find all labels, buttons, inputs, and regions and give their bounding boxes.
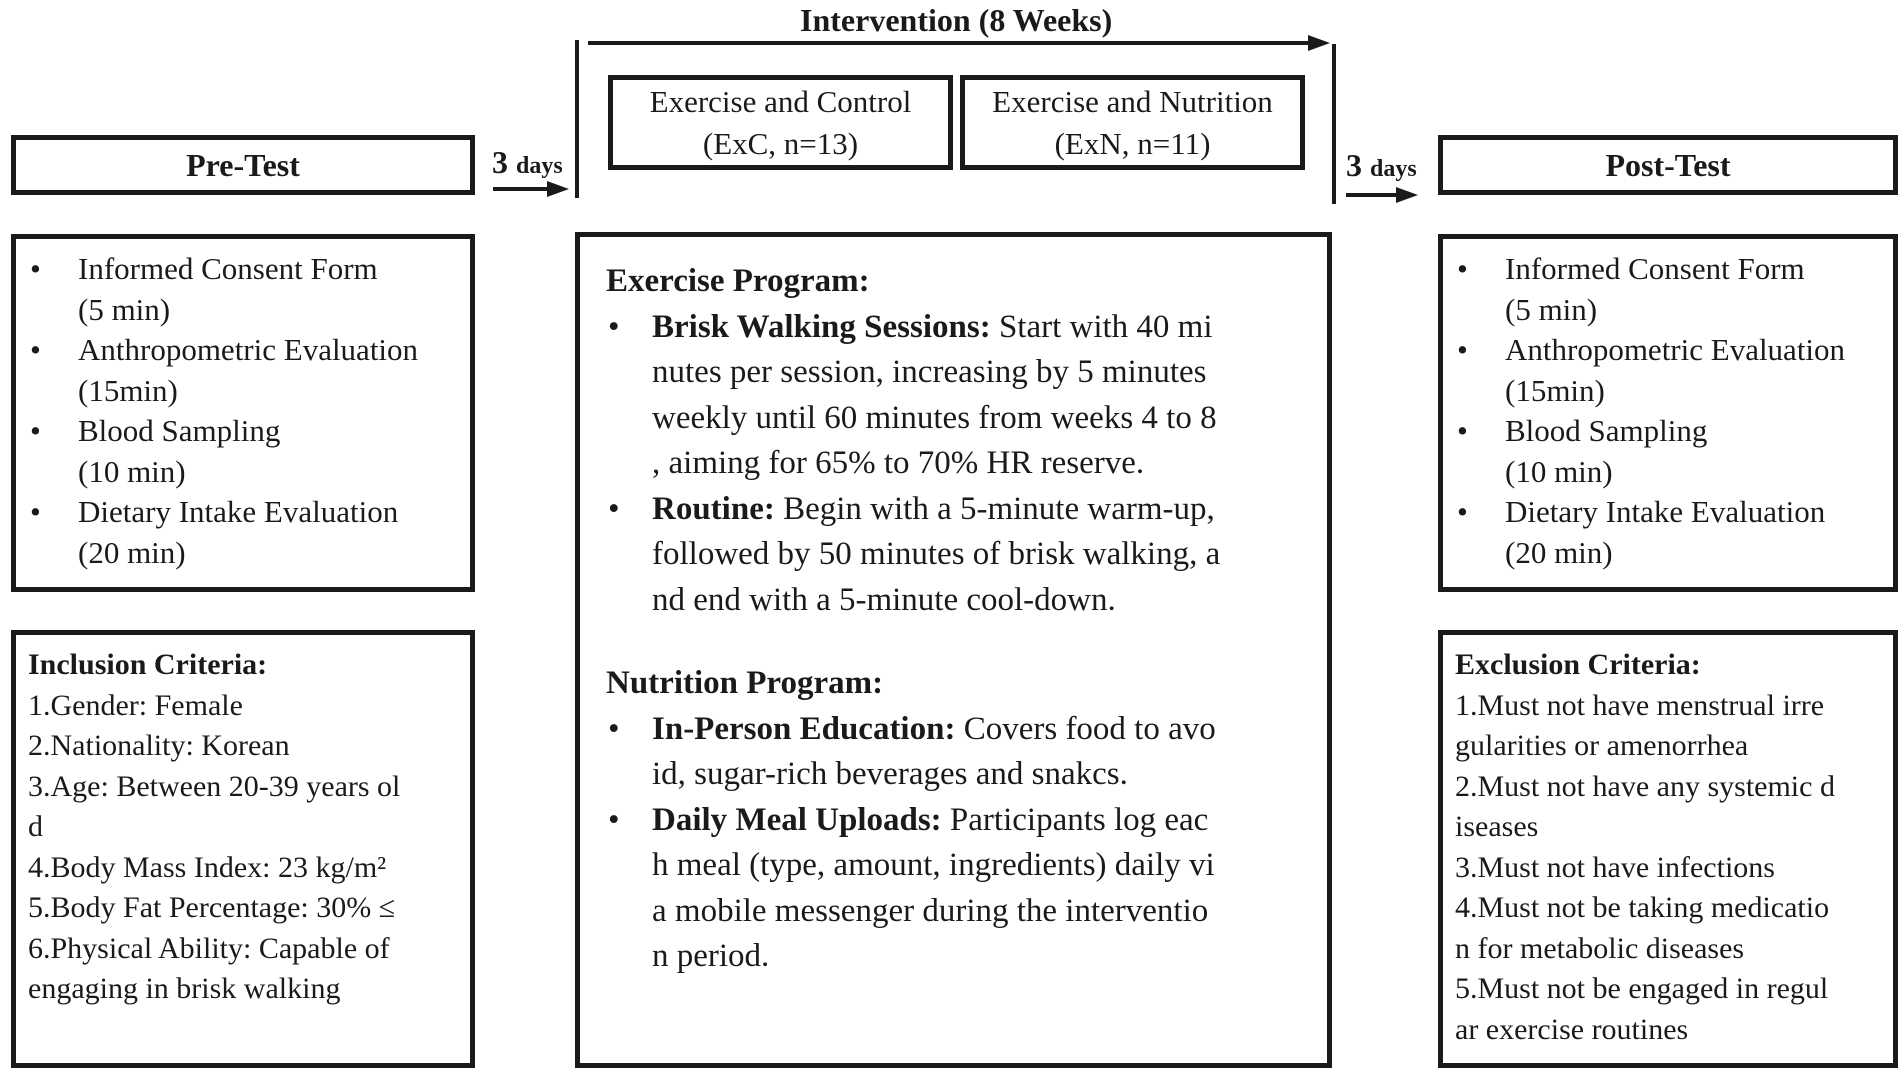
gap-left-unit: days <box>516 153 563 179</box>
inclusion-line: 3.Age: Between 20-39 years ol <box>28 769 401 803</box>
gap-right-number: 3 <box>1346 147 1362 183</box>
nutrition-program-item: • Daily Meal Uploads: Participants log eac h meal (type, amount, ingredients) daily vi a mobile messenger during the interventio n period. <box>606 798 1315 980</box>
gap-left-arrow-line <box>493 187 549 191</box>
gap-left-number: 3 <box>492 144 508 180</box>
intervention-start-line <box>575 40 579 198</box>
exclusion-line: 5.Must not be engaged in regul <box>1455 972 1829 1005</box>
pre-test-box <box>11 135 475 195</box>
pre-test-label: Pre-Test <box>186 146 300 183</box>
inclusion-line: engaging in brisk walking <box>28 972 341 1005</box>
exclusion-line: ar exercise routines <box>1455 1012 1689 1046</box>
gap-right-arrowhead <box>1396 187 1418 203</box>
exclusion-criteria-title: Exclusion Criteria: <box>1455 648 1701 681</box>
inclusion-criteria-box <box>11 630 475 1068</box>
exclusion-line: 1.Must not have menstrual irre <box>1455 688 1825 722</box>
post-test-item: • Informed Consent Form (5 min) <box>1443 249 1893 330</box>
group-exn-box <box>960 75 1305 170</box>
intervention-timeline-line <box>588 41 1310 45</box>
intervention-title: Intervention (8 Weeks) <box>800 2 1113 38</box>
group-exc-name: Exercise and Control <box>649 83 912 119</box>
exclusion-line: 4.Must not be taking medicatio <box>1455 891 1830 924</box>
nutrition-program-title: Nutrition Program: <box>606 665 884 701</box>
exercise-program-title: Exercise Program: <box>606 263 870 299</box>
gap-right-unit: days <box>1370 156 1417 182</box>
inclusion-line: 4.Body Mass Index: 23 kg/m² <box>28 850 387 884</box>
nutrition-item-label: Daily Meal Uploads: <box>652 801 942 838</box>
inclusion-line: 6.Physical Ability: Capable of <box>28 931 390 965</box>
group-exc-box <box>608 75 953 170</box>
post-test-item: • Blood Sampling (10 min) <box>1443 411 1893 492</box>
post-test-measurements <box>1438 234 1898 592</box>
group-exn-size: (ExN, n=11) <box>1054 125 1211 161</box>
inclusion-line: 5.Body Fat Percentage: 30% ≤ <box>28 891 396 924</box>
post-test-box <box>1438 135 1898 195</box>
group-exn-name: Exercise and Nutrition <box>992 83 1273 119</box>
pre-test-item: • Anthropometric Evaluation (15min) <box>16 330 470 411</box>
inclusion-line: d <box>28 810 43 843</box>
inclusion-line: 1.Gender: Female <box>28 688 243 722</box>
inclusion-criteria-title: Inclusion Criteria: <box>28 648 268 681</box>
exclusion-criteria-box <box>1438 630 1898 1068</box>
pre-test-measurements <box>11 234 475 592</box>
exercise-program-item: • Brisk Walking Sessions: Start with 40 mi nutes per session, increasing by 5 minutes weekly until 60 minutes from weeks 4 to 8 , aiming for 65% to 70% HR reserve. <box>606 305 1315 487</box>
intervention-program-box <box>575 232 1332 1068</box>
group-exc-size: (ExC, n=13) <box>702 125 859 161</box>
exclusion-line: n for metabolic diseases <box>1455 931 1745 965</box>
gap-right-arrow-line <box>1346 193 1398 197</box>
pre-test-item: • Informed Consent Form (5 min) <box>16 249 470 330</box>
nutrition-item-label: In-Person Education: <box>652 710 956 747</box>
exclusion-line: 3.Must not have infections <box>1455 850 1775 884</box>
gap-left-label <box>492 144 563 181</box>
nutrition-program-item: • In-Person Education: Covers food to avo id, sugar-rich beverages and snakcs. <box>606 707 1315 798</box>
gap-left-arrowhead <box>547 181 569 197</box>
exercise-item-label: Routine: <box>652 490 775 527</box>
exercise-program-item: • Routine: Begin with a 5-minute warm-up, followed by 50 minutes of brisk walking, a nd end with a 5-minute cool-down. <box>606 487 1315 624</box>
exclusion-line: gularities or amenorrhea <box>1455 729 1749 762</box>
intervention-end-line <box>1332 44 1336 204</box>
post-test-label: Post-Test <box>1605 146 1731 183</box>
pre-test-item: • Dietary Intake Evaluation (20 min) <box>16 492 470 573</box>
exclusion-line: iseases <box>1455 810 1539 843</box>
gap-right-label <box>1346 147 1417 184</box>
post-test-item: • Dietary Intake Evaluation (20 min) <box>1443 492 1893 573</box>
post-test-item: • Anthropometric Evaluation (15min) <box>1443 330 1893 411</box>
pre-test-item: • Blood Sampling (10 min) <box>16 411 470 492</box>
inclusion-line: 2.Nationality: Korean <box>28 729 290 762</box>
intervention-timeline-arrowhead <box>1308 35 1330 51</box>
exclusion-line: 2.Must not have any systemic d <box>1455 769 1835 803</box>
exercise-item-label: Brisk Walking Sessions: <box>652 308 991 345</box>
